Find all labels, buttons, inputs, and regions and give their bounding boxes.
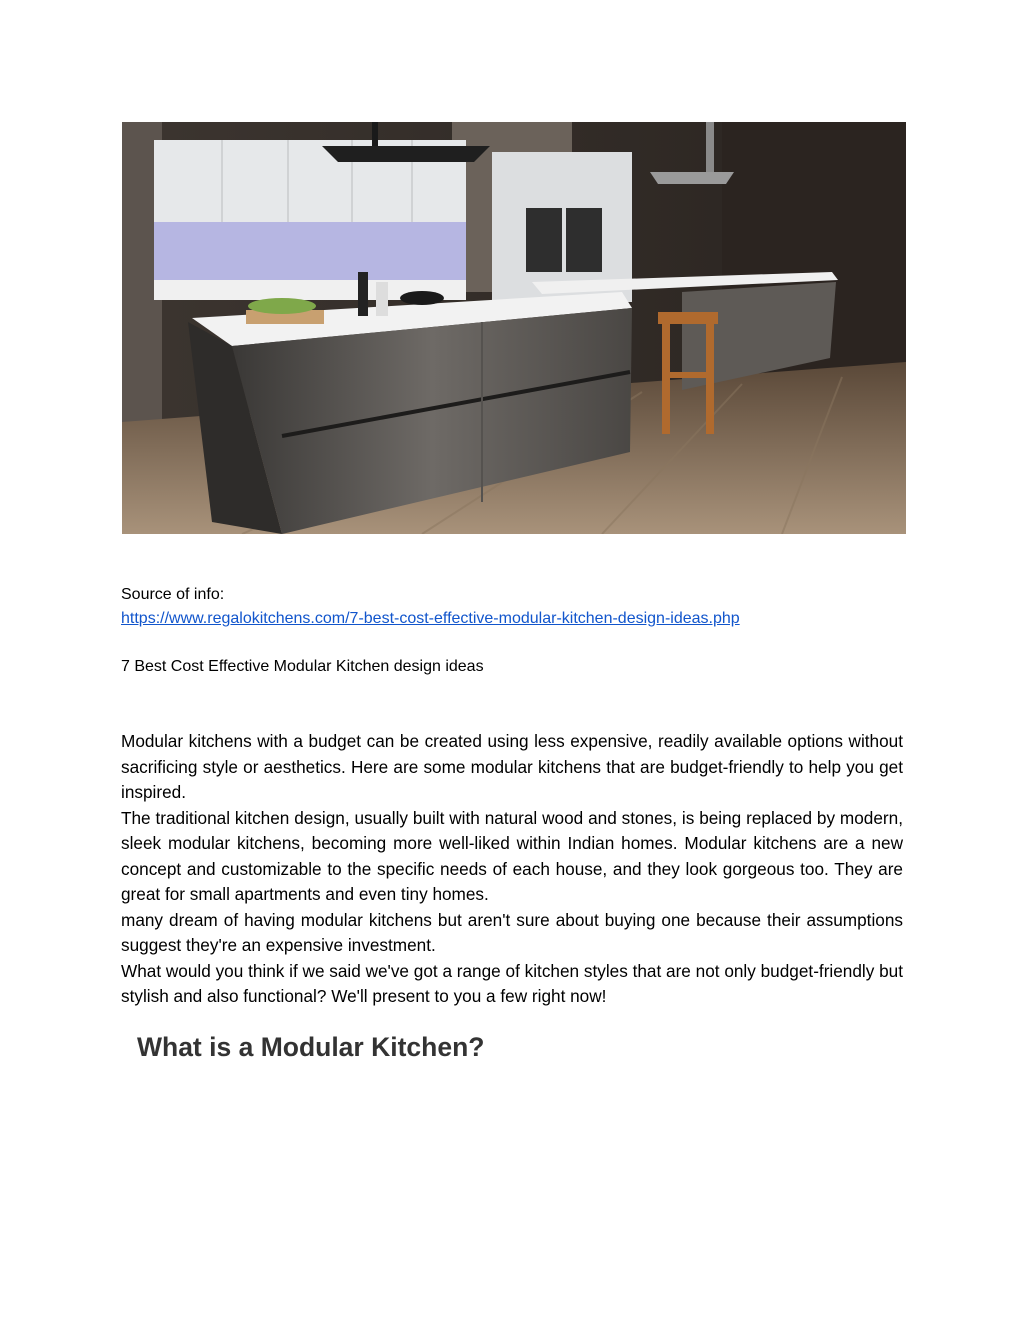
- source-label: Source of info:: [121, 586, 225, 603]
- kitchen-photo: [122, 122, 906, 534]
- body-text: [121, 729, 903, 1010]
- source-link[interactable]: https://www.regalokitchens.com/7-best-cost-effective-modular-kitchen-design-ideas.php: [121, 610, 740, 627]
- paragraph: many dream of having modular kitchens but aren't sure about buying one because their assumptions suggest they're an expensive investment.: [121, 909, 903, 955]
- paragraph: The traditional kitchen design, usually built with natural wood and stones, is being replaced by modern, sleek modular kitchens, becoming more well-liked within Indian homes. Modular kitchens are a new concept and customizable to the specific needs of each house, and they look gorgeous too. They are great for small apartments and even tiny homes.: [121, 807, 903, 904]
- document-title: 7 Best Cost Effective Modular Kitchen design ideas: [121, 658, 484, 675]
- paragraph: Modular kitchens with a budget can be created using less expensive, readily available options without sacrificing style or aesthetics. Here are some modular kitchens that are budget-friendly to help you get inspired.: [121, 731, 903, 802]
- section-heading: What is a Modular Kitchen?: [137, 1032, 485, 1062]
- paragraph: What would you think if we said we've got a range of kitchen styles that are not only budget-friendly but stylish and also functional? We'll present to you a few right now!: [121, 960, 903, 1006]
